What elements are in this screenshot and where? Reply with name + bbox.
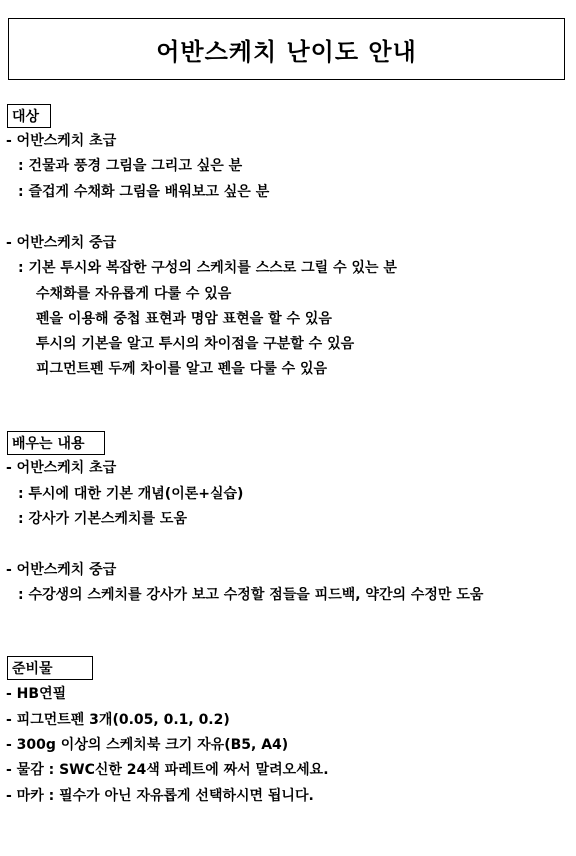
curriculum-intermediate-heading: - 어반스케치 중급 xyxy=(6,562,117,578)
target-intermediate-item: 투시의 기본을 알고 투시의 차이점을 구분할 수 있음 xyxy=(36,336,355,352)
target-intermediate-item: : 기본 투시와 복잡한 구성의 스케치를 스스로 그릴 수 있는 분 xyxy=(18,260,397,276)
materials-item: - 물감 : SWC신한 24색 파레트에 짜서 말려오세요. xyxy=(6,762,329,778)
target-intermediate-item: 피그먼트펜 두께 차이를 알고 펜을 다룰 수 있음 xyxy=(36,361,328,377)
target-intermediate-item: 수채화를 자유롭게 다룰 수 있음 xyxy=(36,286,232,302)
section-label-materials: 준비물 xyxy=(7,656,93,680)
curriculum-beginner-item: : 강사가 기본스케치를 도움 xyxy=(18,511,187,527)
target-intermediate-item: 펜을 이용해 중첩 표현과 명암 표현을 할 수 있음 xyxy=(36,311,332,327)
curriculum-beginner-heading: - 어반스케치 초급 xyxy=(6,460,117,476)
curriculum-intermediate-item: : 수강생의 스케치를 강사가 보고 수정할 점들을 피드백, 약간의 수정만 도움 xyxy=(18,587,484,603)
target-beginner-item: : 즐겁게 수채화 그림을 배워보고 싶은 분 xyxy=(18,184,270,200)
page-title: 어반스케치 난이도 안내 xyxy=(156,37,417,66)
target-beginner-item: : 건물과 풍경 그림을 그리고 싶은 분 xyxy=(18,158,243,174)
section-label-target: 대상 xyxy=(7,104,51,128)
curriculum-beginner-item: : 투시에 대한 기본 개념(이론+실습) xyxy=(18,486,244,502)
materials-item: - 피그먼트펜 3개(0.05, 0.1, 0.2) xyxy=(6,712,230,728)
target-beginner-heading: - 어반스케치 초급 xyxy=(6,133,117,149)
materials-item: - 마카 : 필수가 아닌 자유롭게 선택하시면 됩니다. xyxy=(6,788,314,804)
title-box xyxy=(8,18,565,80)
materials-item: - 300g 이상의 스케치북 크기 자유(B5, A4) xyxy=(6,737,289,753)
section-label-curriculum: 배우는 내용 xyxy=(7,431,105,455)
materials-item: - HB연필 xyxy=(6,686,67,702)
target-intermediate-heading: - 어반스케치 중급 xyxy=(6,235,117,251)
